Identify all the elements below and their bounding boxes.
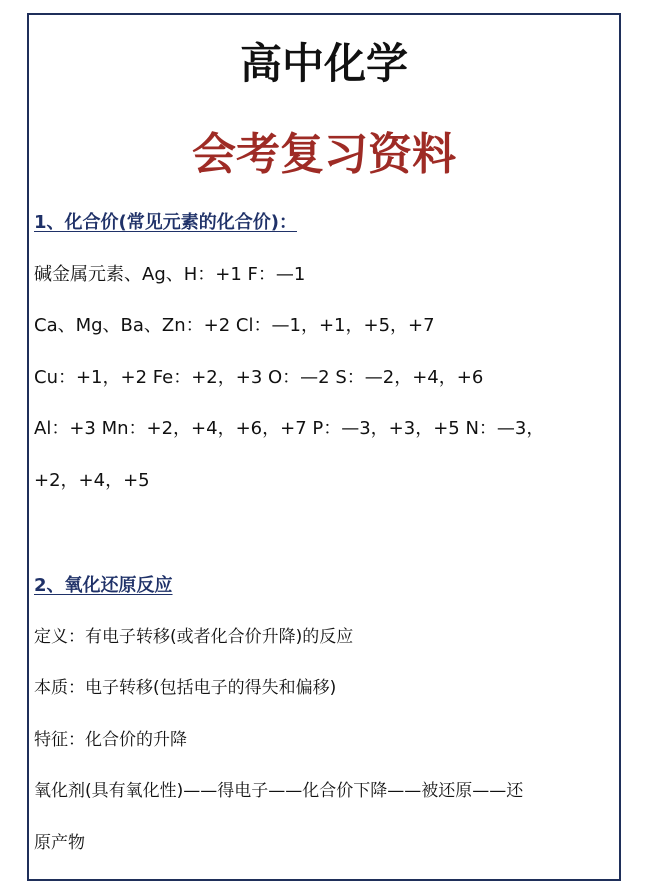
redox-line-feature: 特征：化合价的升降: [34, 730, 187, 750]
document-title: 高中化学: [239, 39, 408, 88]
valence-line-5: +2，+4，+5: [34, 470, 150, 491]
document-page: [27, 13, 621, 881]
valence-line-4: Al：+3 Mn：+2，+4，+6，+7 P：—3，+3，+5 N：—3，: [34, 418, 545, 439]
document-subtitle: 会考复习资料: [192, 129, 456, 180]
valence-line-3: Cu：+1，+2 Fe：+2，+3 O：—2 S：—2，+4，+6: [34, 367, 484, 388]
section-heading-redox: 2、氧化还原反应: [34, 575, 173, 596]
redox-line-oxidant: 氧化剂(具有氧化性)——得电子——化合价下降——被还原——还: [34, 781, 524, 801]
redox-line-oxidant-cont: 原产物: [34, 833, 85, 853]
valence-line-1: 碱金属元素、Ag、H：+1 F：—1: [34, 264, 306, 285]
redox-line-essence: 本质：电子转移(包括电子的得失和偏移): [34, 678, 337, 698]
valence-line-2: Ca、Mg、Ba、Zn：+2 Cl：—1，+1，+5，+7: [34, 315, 435, 336]
redox-line-definition: 定义：有电子转移(或者化合价升降)的反应: [34, 627, 354, 647]
section-heading-valence: 1、化合价(常见元素的化合价)：: [34, 212, 297, 233]
